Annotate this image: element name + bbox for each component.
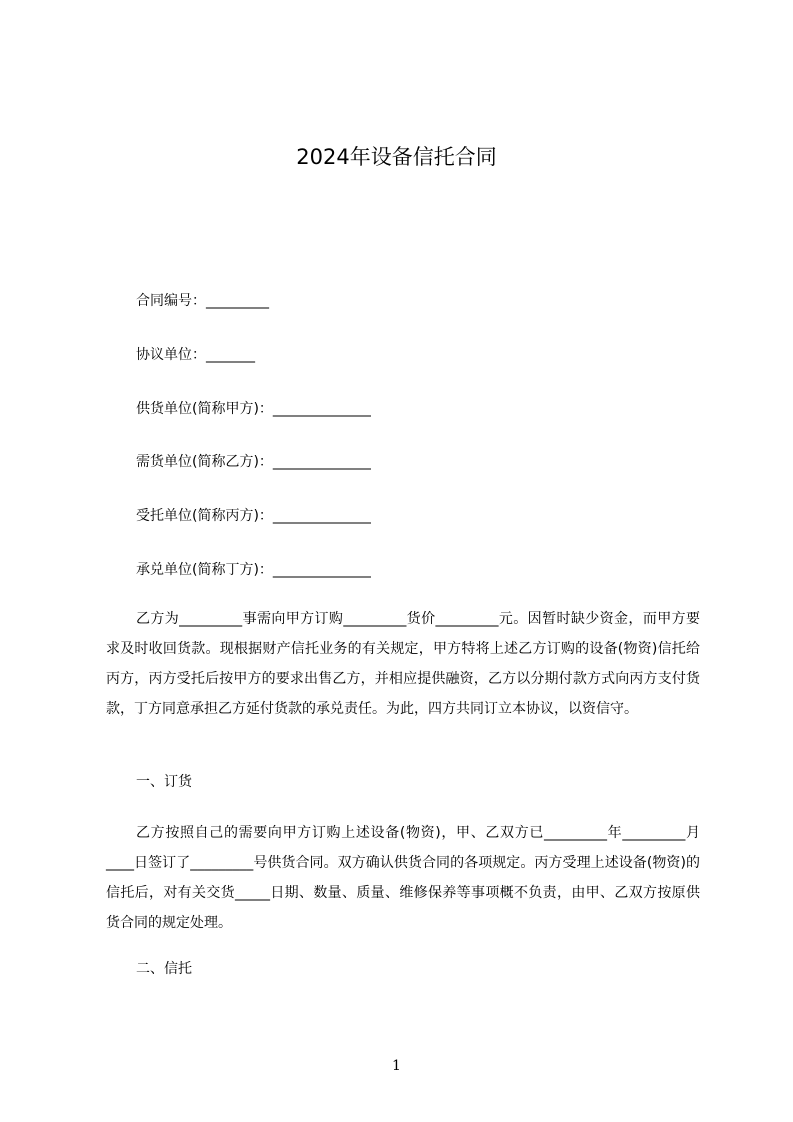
ordering-paragraph: 乙方按照自己的需要向甲方订购上述设备(物资)，甲、乙双方已_________年_________月____日签订了_________号供货合同。双方确认供货合同的各项规定。丙方受理上述设备(物资)的信托后，对有关交货_____日期、数量、质量、维修保养等事项概不负责，由甲、乙双方按原供货合同的规定处理。: [106, 825, 700, 931]
contract-number-field: 合同编号：_________: [136, 293, 269, 309]
page-number: 1: [392, 1058, 401, 1074]
acceptor-party-d-field: 承兑单位(简称丁方)：______________: [136, 562, 371, 578]
document-title: 2024年设备信托合同: [296, 145, 497, 169]
trustee-party-c-field: 受托单位(简称丙方)：______________: [136, 508, 371, 524]
agreement-unit-field: 协议单位：_______: [136, 347, 255, 363]
buyer-party-b-field: 需货单位(简称乙方)：______________: [136, 454, 371, 470]
intro-paragraph: 乙方为_________事需向甲方订购_________货价_________元。因暂时缺少资金，而甲方要求及时收回货款。现根据财产信托业务的有关规定，甲方特将上述乙方订购的设备(物资)信托给丙方，丙方受托后按甲方的要求出售乙方，并相应提供融资，乙方以分期付款方式向丙方支付货款，丁方同意承担乙方延付货款的承兑责任。为此，四方共同订立本协议，以资信守。: [106, 611, 700, 717]
section-heading-ordering: 一、订货: [136, 774, 192, 790]
supplier-party-a-field: 供货单位(简称甲方)：______________: [136, 401, 371, 417]
section-heading-trust: 二、信托: [136, 961, 192, 977]
